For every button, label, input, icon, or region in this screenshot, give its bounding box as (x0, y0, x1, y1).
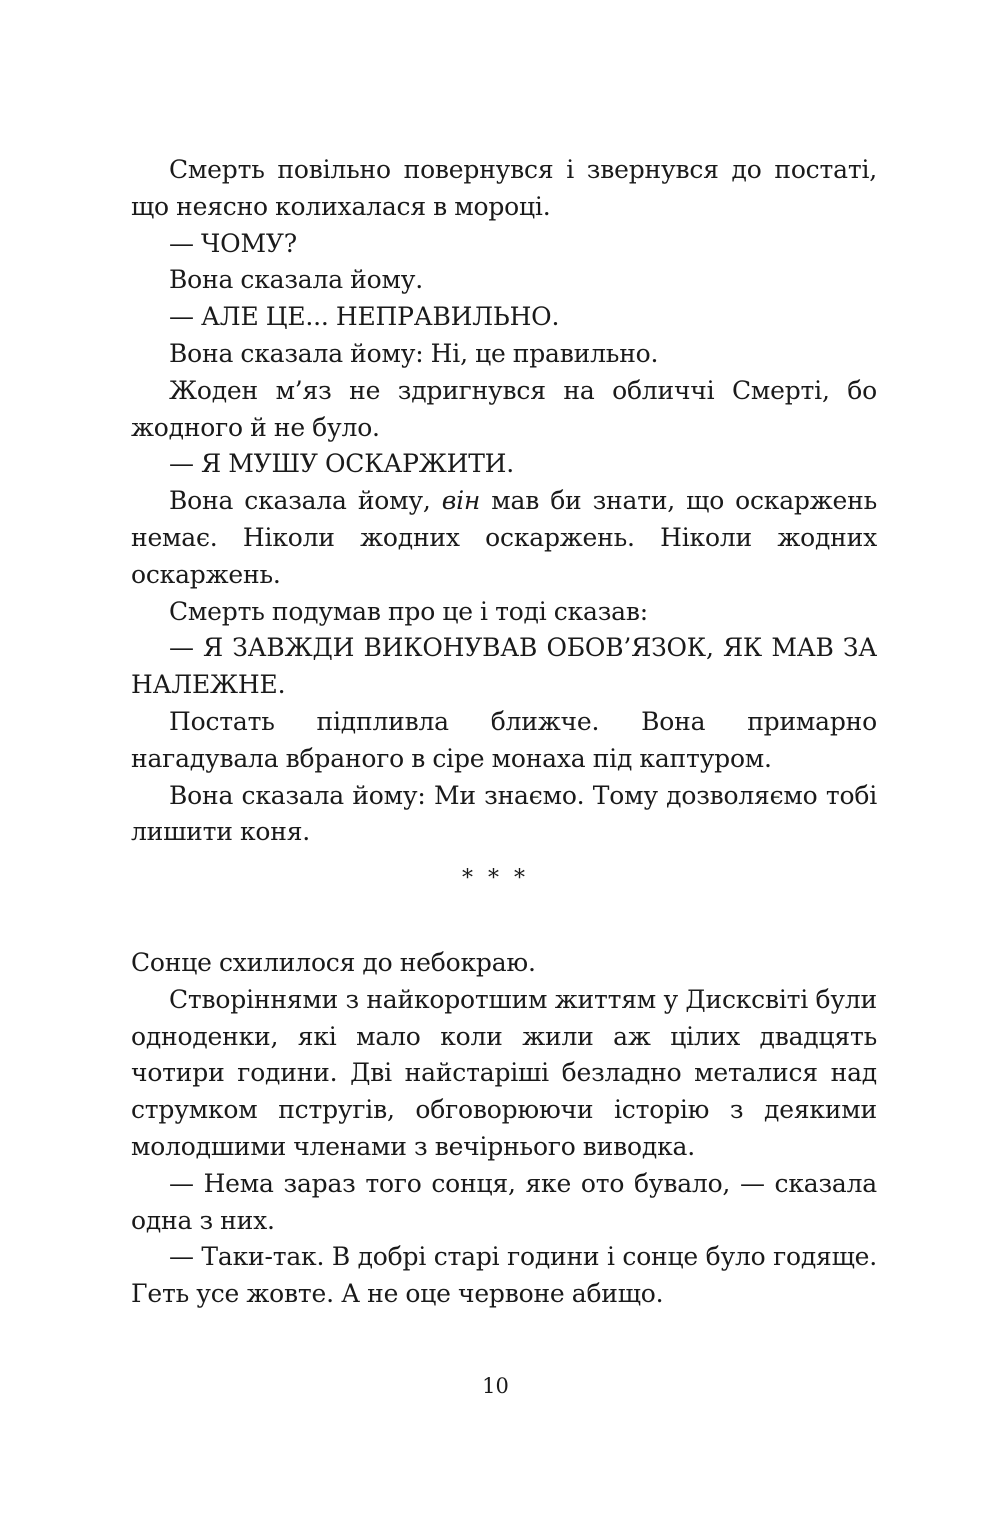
paragraph-with-emphasis (131, 483, 877, 593)
section-separator: * * * (462, 866, 529, 891)
paragraph: Вона сказала йому: Ні, це правильно. (169, 338, 659, 368)
paragraph: Вона сказала йому. (169, 265, 423, 295)
paragraph: — Я ЗАВЖДИ ВИКОНУВАВ ОБОВ’ЯЗОК, ЯК МАВ ЗА НАЛЕЖНЕ. (131, 633, 877, 700)
paragraph: — Я МУШУ ОСКАРЖИТИ. (169, 449, 515, 479)
page-number: 10 (482, 1374, 509, 1398)
paragraph: Постать підпливла ближче. Вона примарно нагадувала вбраного в сіре монаха під каптуром. (131, 706, 877, 773)
paragraph: Вона сказала йому: Ми знаємо. Тому дозволяємо тобі лишити коня. (131, 780, 877, 847)
paragraph: Смерть подумав про це і тоді сказав: (169, 596, 648, 626)
text-section-1 (131, 152, 877, 851)
paragraph: — Таки-так. В добрі старі години і сонце було годяще. Геть усе жовте. А не оце червоне абищо. (131, 1242, 877, 1309)
text-span: Вона сказала йому, (169, 486, 442, 516)
paragraph: — АЛЕ ЦЕ... НЕПРАВИЛЬНО. (169, 302, 560, 332)
paragraph: — Нема зараз того сонця, яке ото бувало, — сказала одна з них. (131, 1168, 877, 1235)
paragraph: Створіннями з найкоротшим життям у Дисксвіті були одноденки, які мало коли жили аж цілих двадцять чотири години. Дві найстаріші безладно металися над струмком пстругів, обговорюючи історію з деякими молодшими членами з вечірнього виводка. (131, 984, 877, 1161)
paragraph: Жоден м’яз не здригнувся на обличчі Смерті, бо жодного й не було. (131, 375, 877, 442)
emphasis-text: він (441, 486, 481, 516)
paragraph: Сонце схилилося до небокраю. (131, 948, 536, 977)
text-span: мав би знати, що оскаржень немає. Ніколи жодних оскаржень. Ніколи жодних оскаржень. (131, 486, 877, 589)
text-section-2 (131, 945, 877, 1313)
paragraph: — ЧОМУ? (169, 228, 297, 258)
paragraph: Смерть повільно повернувся і звернувся до постаті, що неясно колихалася в мороці. (131, 155, 877, 221)
